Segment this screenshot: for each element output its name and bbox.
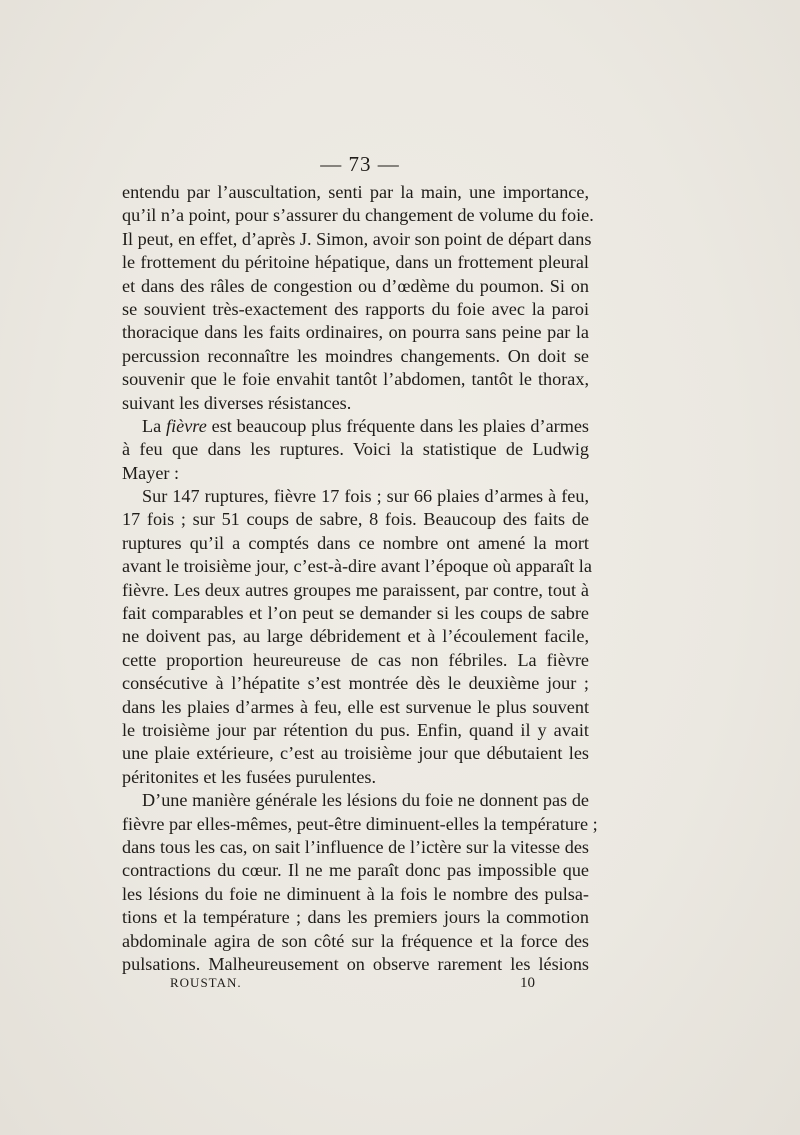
text-line: fait comparables et l’on peut se demander si les coups de sabre — [122, 603, 589, 624]
text-line: pulsations. Malheureusement on observe rarement les lésions — [122, 953, 589, 974]
text-line: ne doivent pas, au large débridement et à l’écoulement facile, — [122, 626, 589, 647]
text-line: le frottement du péritoine hépatique, dans un frottement pleural — [122, 252, 589, 273]
text-line: une plaie extérieure, c’est au troisième jour que débutaient les — [122, 743, 589, 764]
footer-signature: ROUSTAN. — [170, 975, 242, 990]
text-line: D’une manière générale les lésions du foie ne donnent pas de — [142, 790, 589, 811]
text-line: contractions du cœur. Il ne me paraît donc pas impossible que — [122, 860, 589, 881]
text-segment: La — [142, 415, 167, 436]
text-line: le troisième jour par rétention du pus. Enfin, quand il y avait — [122, 719, 589, 740]
text-line: péritonites et les fusées purulentes. — [122, 766, 377, 787]
text-line: 17 fois ; sur 51 coups de sabre, 8 fois. Beaucoup des faits de — [122, 509, 589, 530]
text-line: et dans des râles de congestion ou d’œdème du poumon. Si on — [122, 275, 589, 296]
text-line: avant le troisième jour, c’est-à-dire avant l’époque où apparaît la — [122, 556, 592, 577]
text-line: Sur 147 ruptures, fièvre 17 fois ; sur 66 plaies d’armes à feu, — [142, 486, 589, 507]
text-line: entendu par l’auscultation, senti par la main, une importance, — [122, 182, 589, 202]
text-line: abdominale agira de son côté sur la fréquence et la force des — [122, 930, 589, 951]
text-line: consécutive à l’hépatite s’est montrée dès le deuxième jour ; — [122, 673, 589, 694]
text-line: tions et la température ; dans les premiers jours la commotion — [122, 907, 589, 928]
text-line: les lésions du foie ne diminuent à la fois le nombre des pulsa- — [122, 883, 589, 904]
text-line: dans tous les cas, on sait l’influence de l’ictère sur la vitesse des — [122, 836, 589, 857]
text-line: Il peut, en effet, d’après J. Simon, avoir son point de départ dans — [122, 228, 592, 249]
text-line: à feu que dans les ruptures. Voici la statistique de Ludwig — [122, 439, 589, 460]
text-line: qu’il n’a point, pour s’assurer du changement de volume du foie. — [122, 205, 594, 226]
text-line: dans les plaies d’armes à feu, elle est survenue le plus souvent — [122, 696, 589, 717]
text-line: suivant les diverses résistances. — [122, 392, 352, 413]
text-line: cette proportion heureureuse de cas non fébriles. La fièvre — [122, 649, 589, 670]
page-number: — 73 — — [320, 152, 400, 176]
text-line: souvenir que le foie envahit tantôt l’abdomen, tantôt le thorax, — [122, 369, 589, 390]
text-line — [122, 415, 589, 438]
text-line: Mayer : — [122, 462, 180, 483]
text-line: fièvre par elles-mêmes, peut-être diminuent-elles la température ; — [122, 813, 598, 834]
text-segment: est beaucoup plus fréquente dans les plaies d’armes — [206, 415, 590, 436]
italic-word: fièvre — [166, 415, 207, 436]
text-line: percussion reconnaître les moindres changements. On doit se — [122, 345, 589, 366]
text-line: se souvient très-exactement des rapports du foie avec la paroi — [122, 298, 589, 319]
text-line: fièvre. Les deux autres groupes me paraissent, par contre, tout à — [122, 579, 589, 600]
text-line: ruptures qu’il a comptés dans ce nombre ont amené la mort — [122, 532, 589, 553]
body-text — [122, 181, 598, 976]
text-line: thoracique dans les faits ordinaires, on pourra sans peine par la — [122, 322, 589, 343]
footer-sheet-number: 10 — [520, 975, 535, 991]
